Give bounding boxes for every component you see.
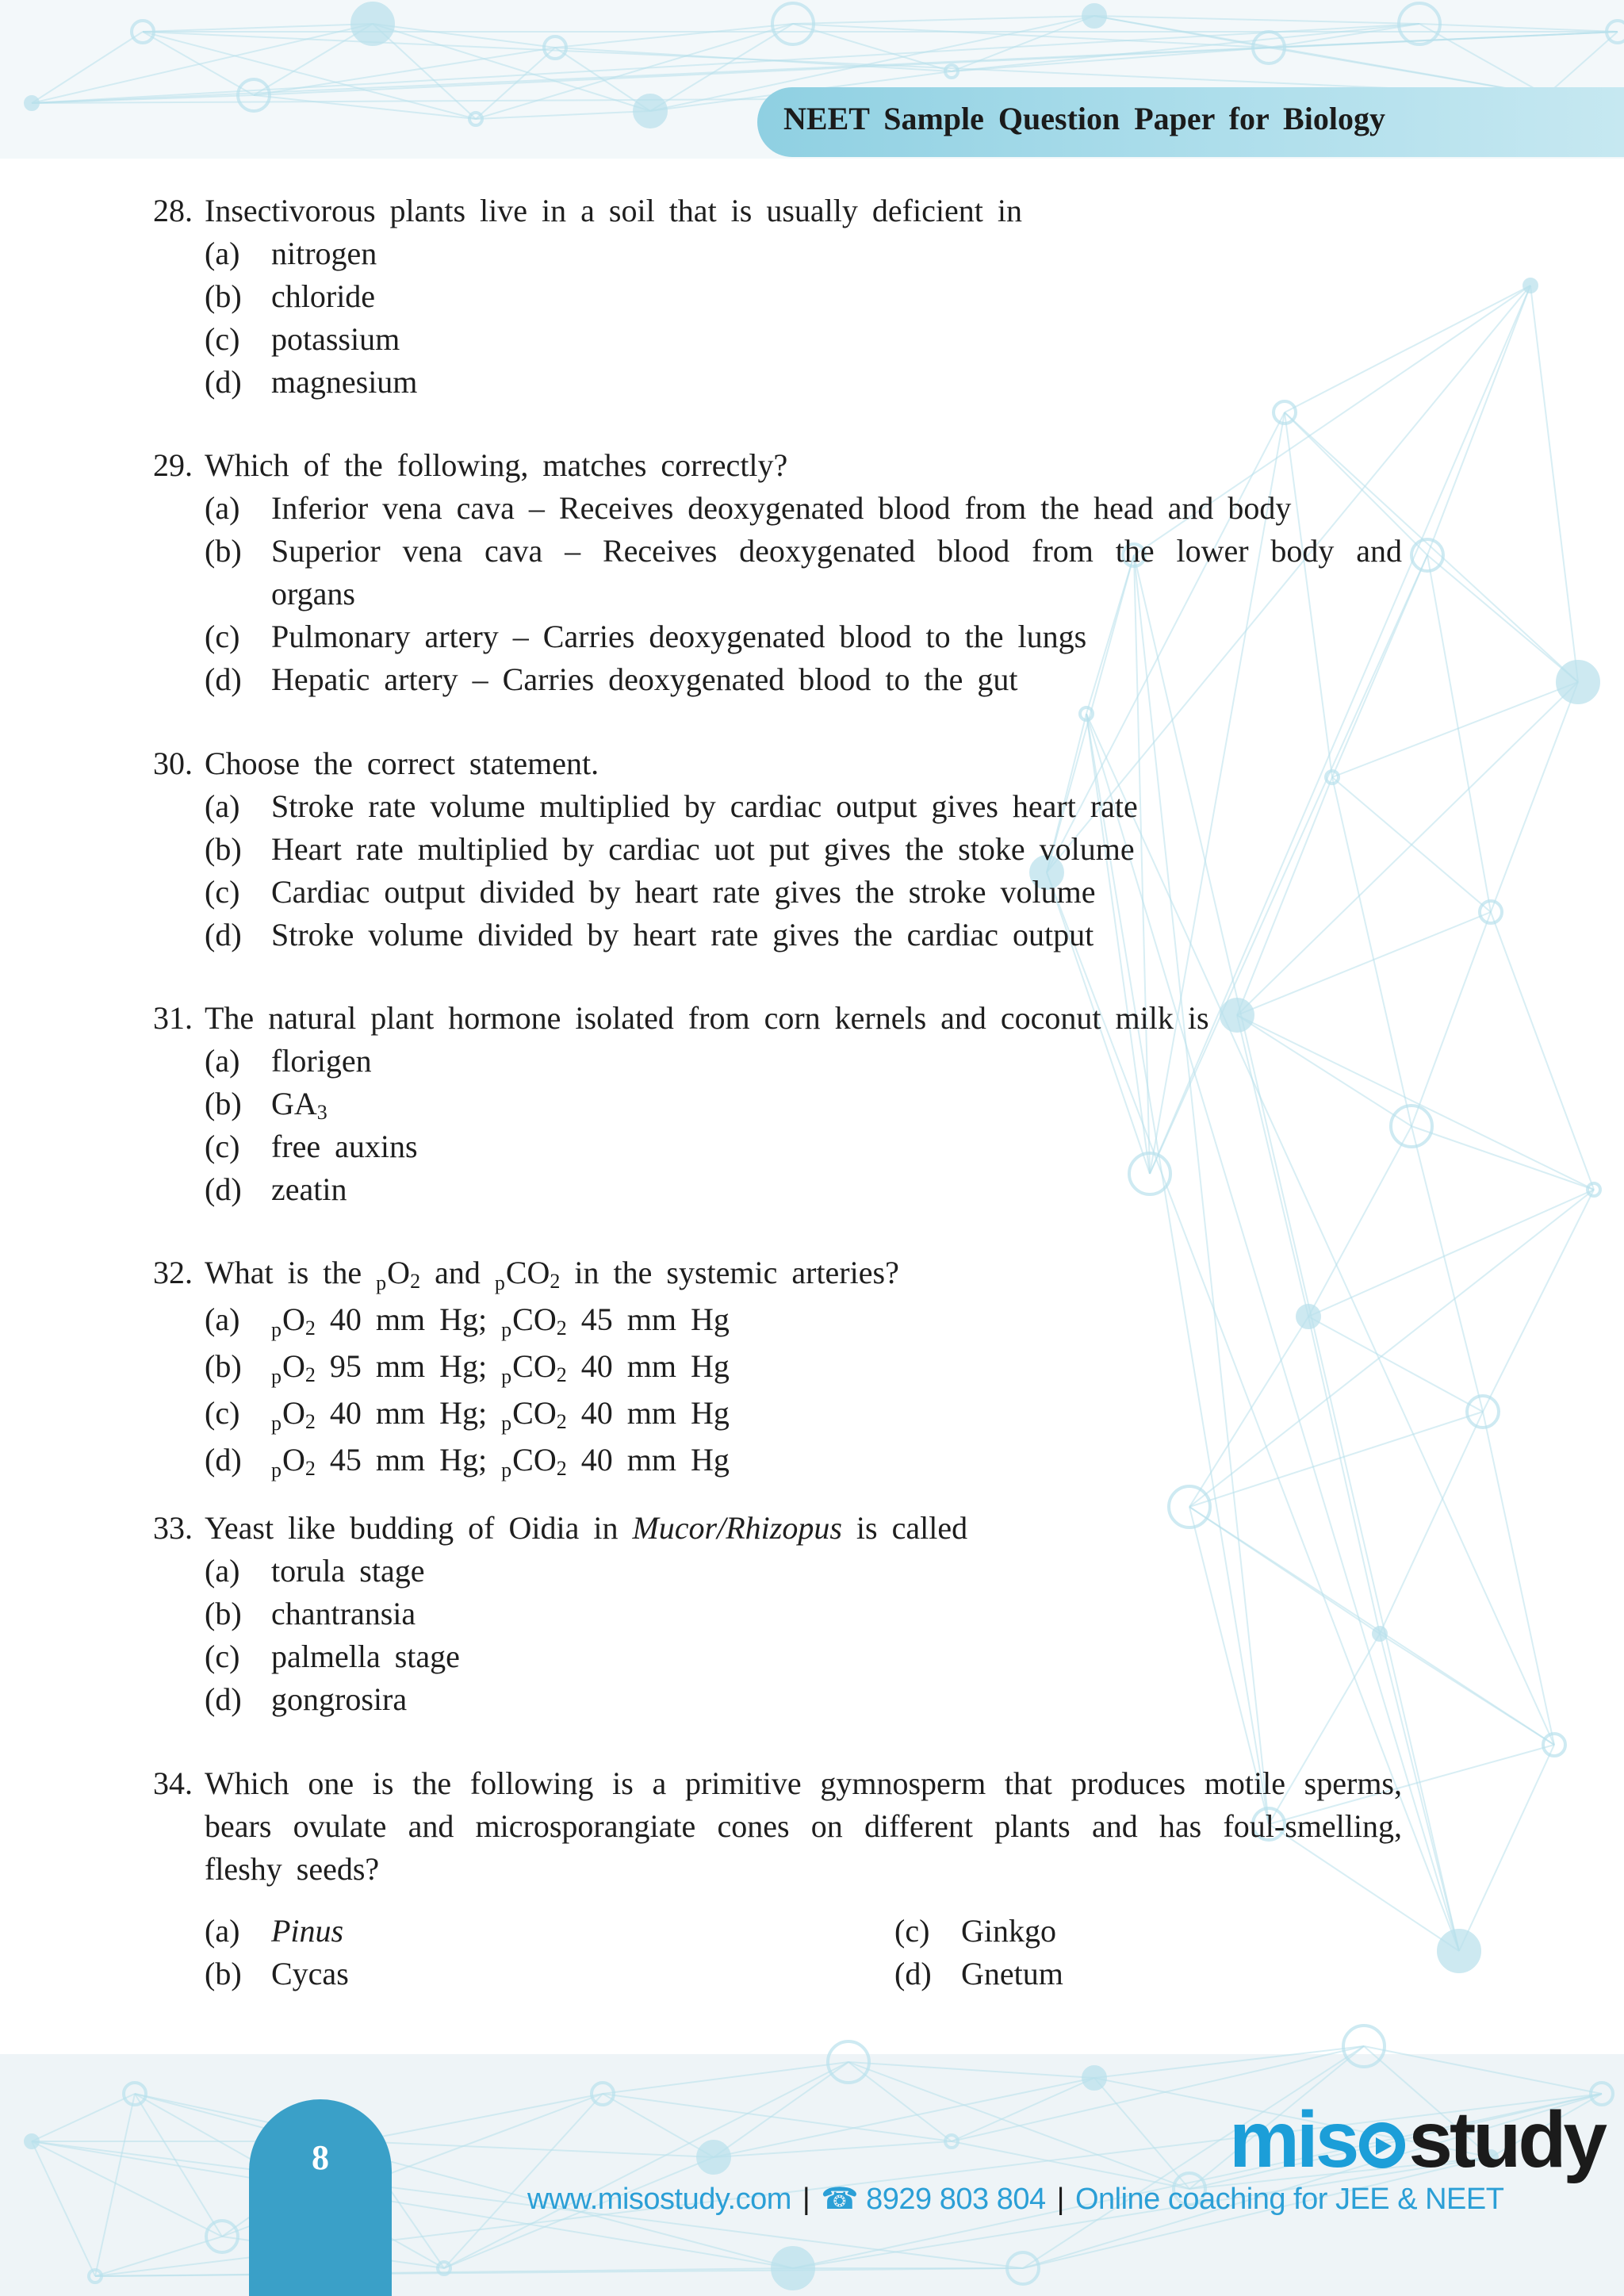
option-a [153,1550,1402,1593]
option-label: (d) [205,1442,242,1478]
page-title: NEET Sample Question Paper for Biology [783,101,1385,136]
option-text: Hepatic artery – Carries deoxygenated blood to the gut [271,661,1018,697]
network-node [25,97,38,109]
question-stem: What is the $_pO_2$ and $_pCO_2$ in the systemic arteries? [205,1255,899,1294]
question-stem: Yeast like budding of Oidia in Mucor/Rhizopus is called [205,1510,968,1546]
question-stem: Which one is the following is a primitive gymnosperm that produces motile sperms, bears ovulate and microsporangiate cones on different plants and has foul-smelling, fleshy seeds? [205,1765,1402,1887]
network-line [1364,2046,1602,2094]
network-node [1557,661,1599,703]
network-line [793,16,1094,24]
question-number: 32. [153,1255,193,1290]
network-node [1083,5,1105,27]
option-a [153,232,1402,275]
option-b [153,530,1402,615]
option-text: GA [271,1086,317,1121]
question-stem: Insectivorous plants live in a soil that is usually deficient in [205,193,1022,228]
option-label: (a) [205,1913,240,1949]
option-label: (b) [205,1086,242,1121]
option-d [153,361,1402,404]
question-number: 33. [153,1510,193,1546]
question-number: 28. [153,193,193,228]
question-28 [153,190,1402,404]
option-label: (c) [205,619,240,654]
question-stem: The natural plant hormone isolated from corn kernels and coconut milk is [205,1000,1209,1036]
option-a [153,1040,1402,1083]
option-label: (a) [205,236,240,271]
question-32 [153,1251,1402,1485]
question-30 [153,742,1402,956]
question-33 [153,1507,1402,1721]
option-text: Superior vena cava – Receives deoxygenated blood from the lower body and organs [271,533,1402,611]
option-text: gongrosira [271,1681,408,1717]
network-line [1530,286,1578,682]
options-two-column [153,1910,1402,1995]
option-a [153,785,1402,828]
option-b [153,275,1402,318]
option-c [153,871,1402,914]
network-node [698,2141,730,2173]
network-line [1483,1412,1554,1745]
question-stem: Choose the correct statement. [205,746,599,781]
question-29 [153,444,1402,701]
option-text: Gnetum [961,1956,1063,1991]
network-node [1438,1930,1480,1972]
option-c [153,1392,1402,1439]
network-line [1427,286,1530,555]
network-line [603,2094,714,2157]
option-text: potassium [271,321,400,357]
option-label: (a) [205,490,240,526]
separator: | [1056,2183,1064,2216]
option-label: (a) [205,1301,240,1337]
option-label: (b) [205,1348,242,1384]
option-label: (a) [205,788,240,824]
network-line [1491,912,1594,1190]
network-line [1419,24,1618,32]
network-node [634,95,666,127]
option-label: (d) [205,917,242,953]
option-text: Cardiac output divided by heart rate gives the stroke volume [271,874,1096,910]
option-d [153,1168,1402,1211]
network-line [143,32,254,95]
option-text: palmella stage [271,1639,460,1674]
option-text: Inferior vena cava – Receives deoxygenated blood from the head and body [271,490,1292,526]
network-line [95,2094,135,2276]
option-label: (b) [205,1956,242,1991]
option-text: $_pO_2$ 40 mm Hg; $_pCO_2$ 40 mm Hg [271,1395,730,1435]
option-text: chloride [271,278,376,314]
option-label: (d) [205,661,242,697]
option-text: $_pO_2$ 95 mm Hg; $_pCO_2$ 40 mm Hg [271,1348,730,1388]
option-b [153,1083,1402,1125]
option-text: Ginkgo [961,1913,1056,1949]
option-text: Stroke rate volume multiplied by cardiac output gives heart rate [271,788,1138,824]
option-text: nitrogen [271,236,377,271]
option-text: Cycas [271,1956,349,1991]
option-label: (c) [205,1395,240,1431]
option-text: Pinus [271,1913,344,1949]
option-b [153,1593,1402,1635]
option-c [843,1910,1239,1953]
network-line [444,2062,848,2268]
network-line [32,2094,135,2141]
question-34 [153,1762,1402,1995]
option-label: (c) [205,874,240,910]
option-label: (c) [894,1913,930,1949]
network-node [25,2135,38,2148]
option-c [153,1125,1402,1168]
option-d [153,1678,1402,1721]
phone-number: ☎ 8929 803 804 [821,2183,1046,2216]
option-label: (b) [205,831,242,867]
network-line [95,2237,222,2276]
network-line [32,24,373,103]
network-line [357,2141,714,2157]
option-label: (a) [205,1043,240,1079]
option-text: Stroke volume divided by heart rate gives the cardiac output [271,917,1094,953]
page-number-badge [249,2099,392,2296]
option-label: (b) [205,533,242,569]
network-line [555,24,793,48]
option-label: (b) [205,1596,242,1631]
option-label: (c) [205,321,240,357]
network-node [1083,2067,1105,2089]
option-text: Heart rate multiplied by cardiac uot put gives the stoke volume [271,831,1135,867]
network-line [32,2141,95,2276]
option-a [153,1298,1402,1345]
option-label: (d) [894,1956,932,1991]
option-text: chantransia [271,1596,416,1631]
option-a [153,1910,843,1953]
network-line [143,24,373,32]
network-line [1546,32,1618,95]
question-number: 29. [153,447,193,483]
option-a [153,487,1402,530]
option-text: zeatin [271,1171,347,1207]
option-label: (d) [205,1681,242,1717]
option-text: magnesium [271,364,418,400]
misostudy-logo: mis study [1229,2095,1605,2184]
network-line [1427,555,1491,912]
network-line [1459,1745,1554,1951]
network-line [476,111,650,119]
page-number: 8 [312,2138,329,2177]
option-text: free auxins [271,1129,418,1164]
network-line [373,24,650,111]
option-label: (c) [205,1129,240,1164]
option-text: torula stage [271,1553,425,1589]
option-label: (b) [205,278,242,314]
network-node [1524,279,1537,292]
separator: | [802,2183,810,2216]
network-line [254,95,476,119]
network-line [1411,912,1491,1126]
network-line [1411,1126,1594,1190]
network-line [1094,16,1419,24]
question-stem: Which of the following, matches correctly? [205,447,788,483]
option-c [153,1635,1402,1678]
option-d [153,658,1402,701]
footer-contact [527,2181,1503,2217]
option-b [153,1345,1402,1392]
network-line [1380,1634,1554,1745]
network-line [32,32,143,103]
option-label: (a) [205,1553,240,1589]
option-b [153,1953,843,1995]
website-link[interactable]: www.misostudy.com [527,2183,791,2216]
network-line [1483,1190,1594,1412]
option-c [153,615,1402,658]
network-node [772,2248,814,2289]
option-d [153,1439,1402,1485]
network-line [1411,1126,1483,1412]
question-31 [153,997,1402,1211]
network-node [352,3,393,44]
option-label: (d) [205,1171,242,1207]
option-label: (d) [205,364,242,400]
option-d [843,1953,1239,1995]
option-text: $_pO_2$ 40 mm Hg; $_pCO_2$ 45 mm Hg [271,1301,730,1341]
tagline: Online coaching for JEE & NEET [1074,2183,1504,2216]
network-line [1427,555,1578,682]
question-number: 31. [153,1000,193,1036]
option-b [153,828,1402,871]
question-number: 34. [153,1765,193,1801]
option-c [153,318,1402,361]
play-icon [1359,2122,1405,2168]
option-text: Pulmonary artery – Carries deoxygenated blood to the lungs [271,619,1087,654]
network-line [952,2078,1094,2141]
network-line [1491,682,1578,912]
option-d [153,914,1402,956]
option-text: florigen [271,1043,372,1079]
option-label: (c) [205,1639,240,1674]
option-text: $_pO_2$ 45 mm Hg; $_pCO_2$ 40 mm Hg [271,1442,730,1481]
subscript: 3 [316,1101,327,1124]
question-number: 30. [153,746,193,781]
